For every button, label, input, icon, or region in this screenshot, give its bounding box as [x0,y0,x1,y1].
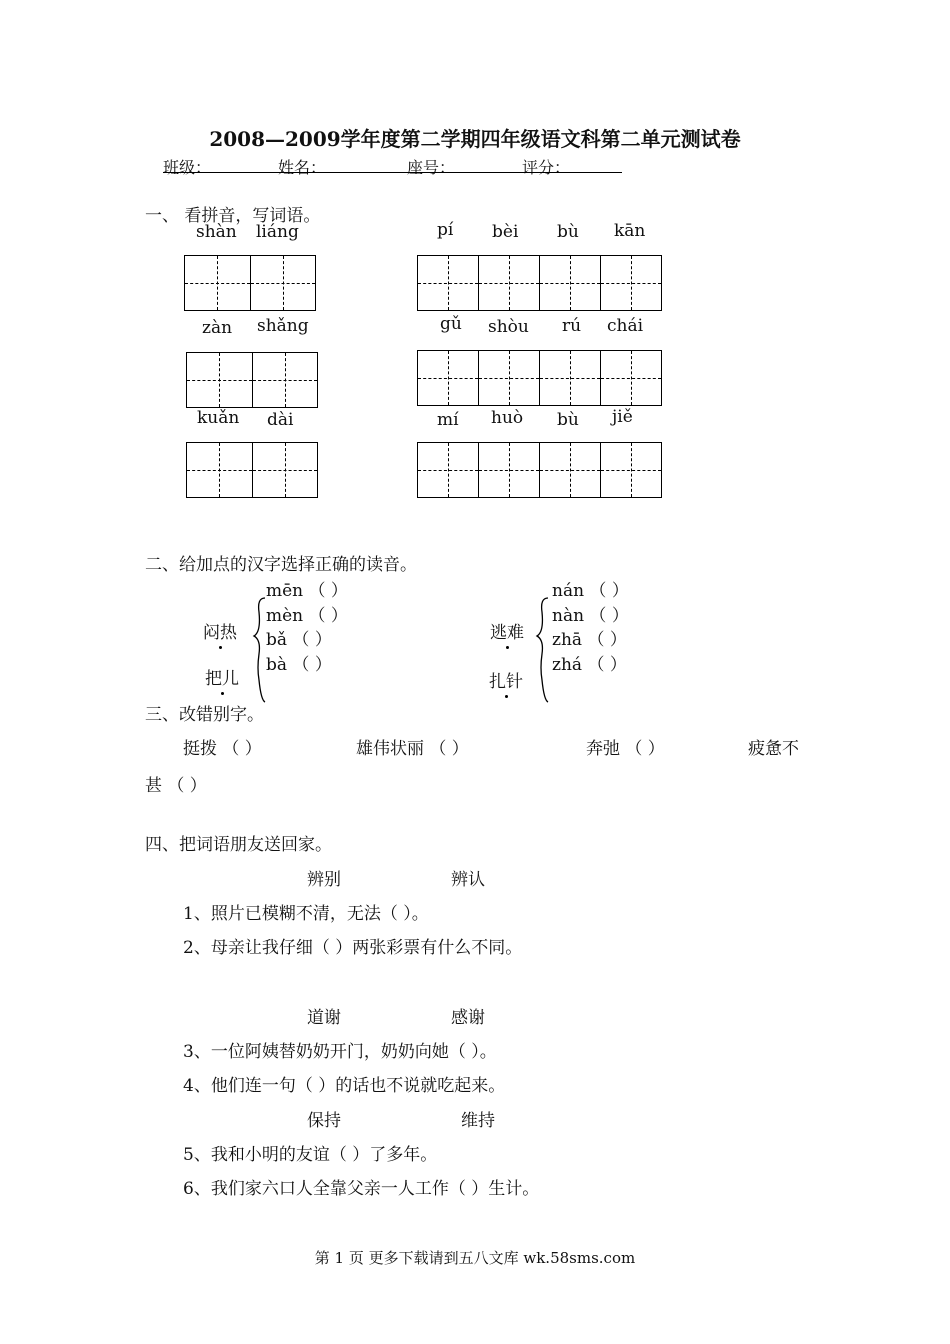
word-choice: 道谢 [307,1008,341,1028]
pinyin: kuǎn [197,408,240,428]
word-choice: 辨认 [451,870,485,890]
correction-item[interactable]: 疲惫不 [748,739,799,759]
seat-field-label: 座号： [407,158,456,177]
fill-sentence[interactable]: 2、母亲让我仔细（ ）两张彩票有什么不同。 [183,938,523,958]
correction-item[interactable]: 奔弛 （ ） [586,739,665,759]
dotted-word [205,664,239,689]
pinyin: kān [614,221,646,241]
pinyin: zàn [202,318,233,338]
pinyin: jiě [612,407,633,427]
writing-grid[interactable] [186,442,318,498]
reading-option[interactable]: nán （ ） [552,581,629,601]
word-choice: 感谢 [451,1008,485,1028]
dotted-word [489,667,523,692]
reading-option[interactable]: mēn （ ） [266,581,348,601]
pinyin: bù [557,410,579,430]
pinyin: pí [437,220,454,240]
fill-sentence[interactable]: 3、一位阿姨替奶奶开门，奶奶向她（ ）。 [183,1042,497,1062]
dotted-word-text: 闷热 [203,623,237,643]
word-choice: 维持 [461,1111,495,1131]
section1-heading: 一、 看拼音，写词语。 [145,206,321,226]
section2-heading: 二、给加点的汉字选择正确的读音。 [145,555,417,575]
page-footer: 第 1 页 更多下载请到五八文库 wk.58sms.com [314,1249,636,1267]
pinyin: liáng [256,222,299,242]
pinyin: chái [607,316,644,336]
dotted-word-text: 扎针 [489,672,523,692]
pinyin: bù [557,222,579,242]
header-underline [163,172,622,173]
correction-item[interactable]: 雄伟状丽 （ ） [356,739,469,759]
score-field-label: 评分： [522,158,571,177]
fill-sentence[interactable]: 4、他们连一句（ ）的话也不说就吃起来。 [183,1076,506,1096]
left-brace [252,596,268,706]
name-field-label: 姓名： [278,158,327,177]
reading-option[interactable]: zhá （ ） [552,655,627,675]
writing-grid[interactable] [417,255,662,311]
pinyin: huò [491,408,524,428]
pinyin: shòu [488,317,529,337]
fill-sentence[interactable]: 5、我和小明的友谊（ ）了多年。 [183,1145,438,1165]
pinyin: gǔ [440,314,462,334]
dotted-word-text: 逃难 [490,623,524,643]
reading-option[interactable]: bǎ （ ） [266,630,332,650]
correction-item[interactable]: 挺拨 （ ） [183,739,262,759]
reading-option[interactable]: nàn （ ） [552,606,629,626]
reading-option[interactable]: mèn （ ） [266,606,348,626]
reading-option[interactable]: zhā （ ） [552,630,627,650]
section4-heading: 四、把词语朋友送回家。 [145,835,332,855]
right-brace [535,596,551,706]
word-choice: 保持 [307,1111,341,1131]
pinyin: mí [437,410,459,430]
section3-heading: 三、改错别字。 [145,705,264,725]
pinyin: dài [267,410,294,430]
dotted-word-text: 把儿 [205,669,239,689]
pinyin: shǎng [257,316,309,336]
writing-grid[interactable] [417,350,662,406]
pinyin: shàn [196,222,237,242]
reading-option[interactable]: bà （ ） [266,655,332,675]
pinyin: rú [562,316,582,336]
pinyin: bèi [492,222,519,242]
dotted-word [490,618,524,643]
fill-sentence[interactable]: 6、我们家六口人全靠父亲一人工作（ ）生计。 [183,1179,540,1199]
fill-sentence[interactable]: 1、照片已模糊不清，无法（ ）。 [183,904,429,924]
word-choice: 辨别 [307,870,341,890]
writing-grid[interactable] [417,442,662,498]
dotted-word [203,618,237,643]
class-field-label: 班级： [163,158,212,177]
correction-item-continued[interactable]: 甚 （ ） [145,776,207,796]
writing-grid[interactable] [186,352,318,408]
writing-grid[interactable] [184,255,316,311]
page-title: 2008—2009学年度第二学期四年级语文科第二单元测试卷 [209,127,741,151]
